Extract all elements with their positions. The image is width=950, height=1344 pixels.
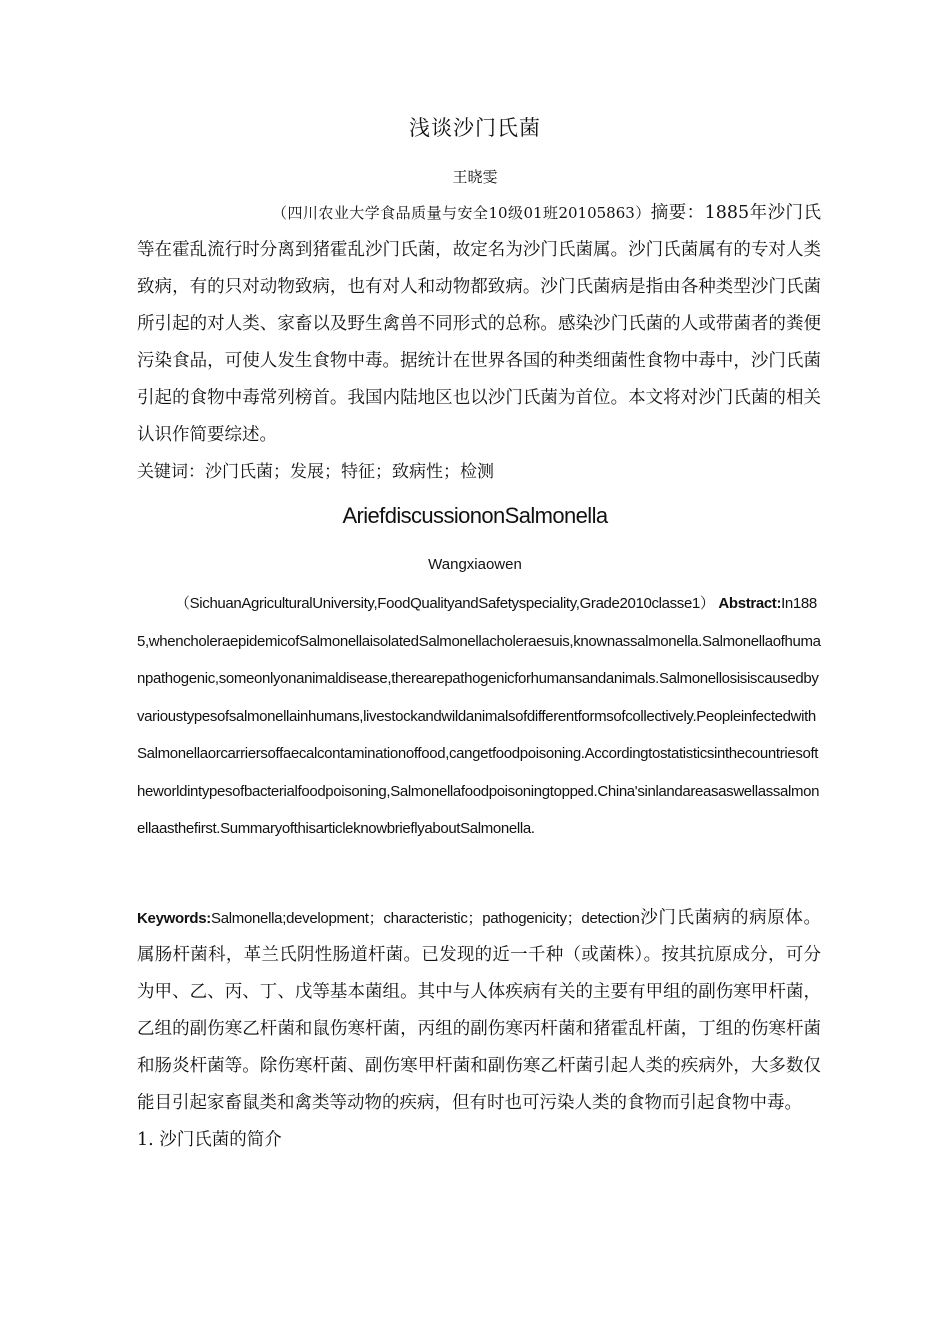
body-block [137,900,821,1159]
abstract-en-block [137,585,821,848]
abstract-en-label: Abstract: [718,595,782,612]
abstract-en [137,585,821,848]
keywords-en: Salmonella;development；characteristic；pathogenicity；detection [211,910,640,927]
abstract-en-text: In1885,whencholeraepidemicofSalmonellaisolatedSalmonellacholeraesuis,knownassalmonella.Salmonellaofhumanpathogenic,someonlyonanimaldisease,therearepathogenicforhumansandanimals.Salmonellosisiscausedbyvarioustypesofsalmonellainhumans,livestockandwildanimalsofdifferentformsofcollectively.PeopleinfectedwithSalmonellaorcarriersoffaecalcontaminationoffood,cangetfoodpoisoning.Accordingtostatisticsinthecountriesoftheworldintypesofbacterialfoodpoisoning,Salmonellafoodpoisoningtopped.China'sinlandareasaswellassalmonellaasthefirst.SummaryofthisarticleknowbrieflyaboutSalmonella. [137,595,821,837]
body-zh-text: 沙门氏菌病的病原体。属肠杆菌科，革兰氏阴性肠道杆菌。已发现的近一千种（或菌株）。按其抗原成分，可分为甲、乙、丙、丁、戊等基本菌组。其中与人体疾病有关的主要有甲组的副伤寒甲杆菌，乙组的副伤寒乙杆菌和鼠伤寒杆菌，丙组的副伤寒丙杆菌和猪霍乱杆菌，丁组的伤寒杆菌和肠炎杆菌等。除伤寒杆菌、副伤寒甲杆菌和副伤寒乙杆菌引起人类的疾病外，大多数仅能目引起家畜鼠类和禽类等动物的疾病，但有时也可污染人类的食物而引起食物中毒。 [137,908,821,1113]
author-name-en: Wangxiaowen [428,556,522,573]
keywords-en-label: Keywords: [137,910,211,927]
abstract-zh-text: 摘要：1885年沙门氏等在霍乱流行时分离到猪霍乱沙门氏菌，故定名为沙门氏菌属。沙门氏菌属有的专对人类致病，有的只对动物致病，也有对人和动物都致病。沙门氏菌病是指由各种类型沙门氏菌所引起的对人类、家畜以及野生禽兽不同形式的总称。感染沙门氏菌的人或带菌者的粪便污染食品，可使人发生食物中毒。据统计在世界各国的种类细菌性食物中毒中，沙门氏菌引起的食物中毒常列榜首。我国内陆地区也以沙门氏菌为首位。本文将对沙门氏菌的相关认识作简要综述。 [137,203,821,445]
section-heading-1: 1. 沙门氏菌的简介 [137,1130,282,1150]
author-name: 王晓雯 [452,168,498,186]
body-paragraph [137,900,821,1122]
abstract-zh [137,195,821,454]
affiliation-zh: （四川农业大学食品质量与安全10级01班20105863） [272,204,651,222]
keywords-zh: 关键词：沙门氏菌；发展；特征；致病性；检测 [137,462,494,482]
page-title: 浅谈沙门氏菌 [409,116,541,140]
affiliation-en: （SichuanAgriculturalUniversity,FoodQualityandSafetyspeciality,Grade2010classe1） [175,595,715,612]
abstract-zh-block [137,195,821,491]
english-title: AriefdiscussiononSalmonella [342,503,608,528]
